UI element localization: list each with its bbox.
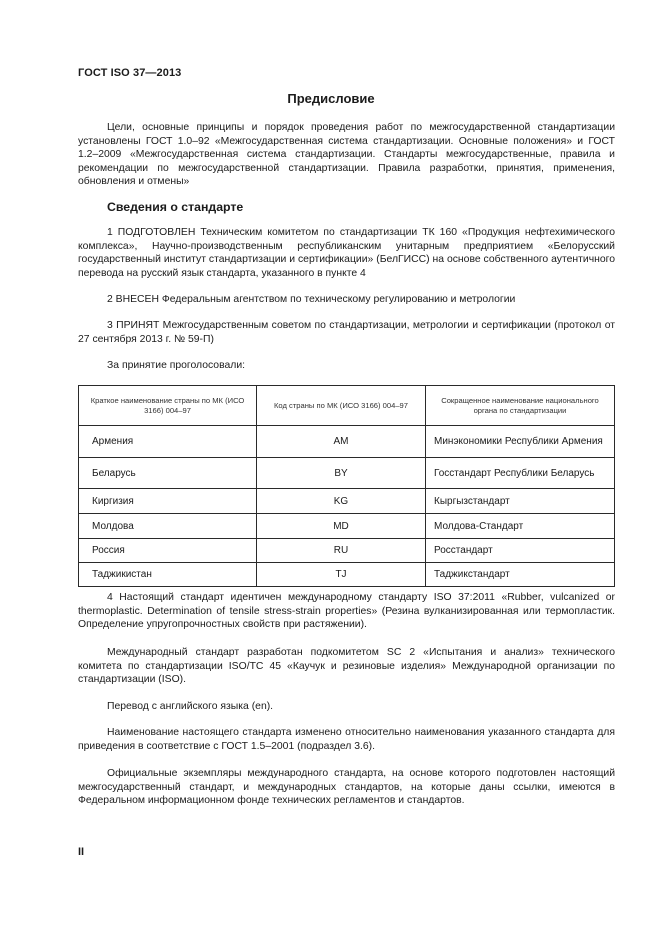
country-name: Беларусь <box>79 458 257 489</box>
standards-body: Кыргызстандарт <box>426 489 615 514</box>
country-code: MD <box>257 514 426 539</box>
country-name: Россия <box>79 539 257 563</box>
voted-paragraph: За принятие проголосовали: <box>107 360 246 371</box>
item-1-paragraph: 1 ПОДГОТОВЛЕН Техническим комитетом по стандартизации ТК 160 «Продукция нефтехимического комплекса», Научно-производственным республиканским унитарным предприятием «Белорусский государственный институт стандартизации и сертификации» (БелГИСС) на основе собственного аутентичного перевода на русский язык стандарта, указанного в пункте 4 <box>78 227 615 279</box>
page-title: Предисловие <box>287 91 375 106</box>
standards-body: Таджикстандарт <box>426 563 615 587</box>
country-code: TJ <box>257 563 426 587</box>
name-change-paragraph: Наименование настоящего стандарта изменено относительно наименования указанного стандарта для приведения в соответствие с ГОСТ 1.5–2001 (подраздел 3.6). <box>78 727 615 752</box>
section-title: Сведения о стандарте <box>107 200 244 214</box>
translation-paragraph: Перевод с английского языка (en). <box>107 701 274 712</box>
table-row <box>79 426 615 458</box>
header-standards-body: Сокращенное наименование национального органа по стандартизации <box>426 386 615 426</box>
item-4-paragraph: 4 Настоящий стандарт идентичен международному стандарту ISO 37:2011 «Rubber, vulcanized or thermoplastic. Determination of tensile stress-strain properties» (Резина вулканизированная или термопластик. Определение упругопрочностных свойств при растяжении). <box>78 592 615 631</box>
country-code: BY <box>257 458 426 489</box>
countries-table <box>78 385 615 587</box>
country-name: Киргизия <box>79 489 257 514</box>
intro-paragraph: Цели, основные принципы и порядок проведения работ по межгосударственной стандартизации установлены ГОСТ 1.0–92 «Межгосударственная система стандартизации. Основные положения» и ГОСТ 1.2–2009 «Межгосударственная система стандартизации. Стандарты межгосударственные, правила и рекомендации по межгосударственной стандартизации. Правила разработки, принятия, применения, обновления и отмены» <box>78 122 615 188</box>
item-5-paragraph: Международный стандарт разработан подкомитетом SC 2 «Испытания и анализ» технического комитета по стандартизации ISO/TC 45 «Каучук и резиновые изделия» Международной организации по стандартизации (ISO). <box>78 647 615 686</box>
header-country-name: Краткое наименование страны по МК (ИСО 3166) 004–97 <box>79 386 257 426</box>
item-2-paragraph: 2 ВНЕСЕН Федеральным агентством по техническому регулированию и метрологии <box>107 294 516 305</box>
country-name: Таджикистан <box>79 563 257 587</box>
document-code: ГОСТ ISO 37—2013 <box>78 67 182 79</box>
standards-body: Минэкономики Республики Армения <box>426 426 615 458</box>
table-row <box>79 489 615 514</box>
country-name: Армения <box>79 426 257 458</box>
official-copies-paragraph: Официальные экземпляры международного стандарта, на основе которого подготовлен настоящий межгосударственный стандарт, и международных стандартов, на которые даны ссылки, имеются в Федеральном информационном фонде технических регламентов и стандартов. <box>78 768 615 807</box>
header-country-code: Код страны по МК (ИСО 3166) 004–97 <box>257 386 426 426</box>
table-header-row <box>79 386 615 426</box>
table-row <box>79 458 615 489</box>
country-name: Молдова <box>79 514 257 539</box>
standards-body: Молдова-Стандарт <box>426 514 615 539</box>
country-code: AM <box>257 426 426 458</box>
table-row <box>79 539 615 563</box>
country-code: KG <box>257 489 426 514</box>
page-number: II <box>78 846 85 858</box>
country-code: RU <box>257 539 426 563</box>
item-3-paragraph: 3 ПРИНЯТ Межгосударственным советом по стандартизации, метрологии и сертификации (протокол от 27 сентября 2013 г. № 59-П) <box>78 320 615 345</box>
table-row <box>79 514 615 539</box>
standards-body: Госстандарт Республики Беларусь <box>426 458 615 489</box>
table-row <box>79 563 615 587</box>
standards-body: Росстандарт <box>426 539 615 563</box>
